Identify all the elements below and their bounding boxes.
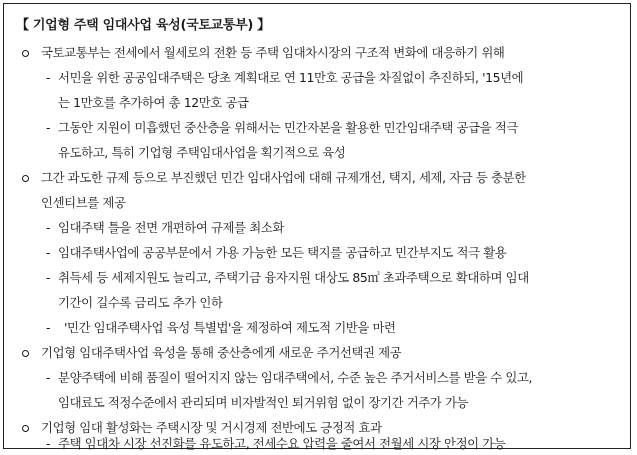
section-1-item-1-dash: - (46, 70, 51, 85)
section-2-item-2-dash: - (46, 245, 51, 260)
section-4-item-1-line-1: 주택 임대차 시장 선진화를 유도하고, 전세수요 압력을 줄여서 전월세 시장 안정이 가능 (58, 436, 506, 451)
section-1-item-2-line-1: 그동안 지원이 미흡했던 중산층을 위해서는 민간자본을 활용한 민간임대주택 공급을 적극 (58, 120, 518, 135)
section-2-item-4-dash: - (46, 320, 51, 335)
section-2-item-3-line-1: 취득세 등 세제지원도 늘리고, 주택기금 융자지원 대상도 85㎡ 초과주택으로 확대하며 임대 (58, 270, 529, 285)
section-4-item-1-dash: - (46, 436, 51, 451)
section-3-item-1-dash: - (46, 370, 51, 385)
section-3-item-1-line-2: 임대료도 적정수준에서 관리되며 비자발적인 퇴거위험 없이 장기간 거주가 가능 (58, 395, 469, 410)
section-1-item-1-line-2: 는 1만호를 추가하여 총 12만호 공급 (58, 95, 249, 110)
section-2-bullet-icon (22, 175, 29, 182)
section-4-bullet-icon (22, 425, 29, 432)
section-2-item-1-line-1: 임대주택 틀을 전면 개편하여 규제를 최소화 (58, 220, 284, 235)
section-2-item-3-line-2: 기간이 길수록 금리도 추가 인하 (58, 295, 223, 310)
section-3-item-1-line-1: 분양주택에 비해 품질이 떨어지지 않는 임대주택에서, 수준 높은 주거서비스를 받을 수 있고, (58, 370, 533, 385)
section-1-item-2-line-2: 유도하고, 특히 기업형 주택임대사업을 획기적으로 육성 (58, 145, 346, 160)
section-3-bullet-icon (22, 350, 29, 357)
section-2-item-4-line-1: '민간 임대주택사업 육성 특별법'을 제정하여 제도적 기반을 마련 (64, 320, 396, 335)
section-2-item-2-line-1: 임대주택사업에 공공부문에서 가용 가능한 모든 택지를 공급하고 민간부지도 적극 활용 (58, 245, 507, 260)
section-1-bullet-icon (22, 50, 29, 57)
section-4-heading: 기업형 임대 활성화는 주택시장 및 거시경제 전반에도 긍정적 효과 (41, 420, 382, 435)
section-1-heading: 국토교통부는 전세에서 월세로의 전환 등 주택 임대차시장의 구조적 변화에 대응하기 위해 (41, 45, 505, 60)
section-2-item-3-dash: - (46, 270, 51, 285)
section-2-item-1-dash: - (46, 220, 51, 235)
section-3-heading: 기업형 임대주택사업 육성을 통해 중산층에게 새로운 주거선택권 제공 (41, 345, 402, 360)
section-2-heading-line-2: 인센티브를 제공 (41, 195, 126, 210)
section-2-heading-line-1: 그간 과도한 규제 등으로 부진했던 민간 임대사업에 대해 규제개선, 택지, 세제, 자금 등 충분한 (41, 170, 526, 185)
document-title: 【 기업형 주택 임대사업 육성(국토교통부) 】 (16, 18, 270, 33)
section-1-item-1-line-1: 서민을 위한 공공임대주택은 당초 계획대로 연 11만호 공급을 차질없이 추진하되, '15년에 (58, 70, 524, 85)
section-1-item-2-dash: - (46, 120, 51, 135)
